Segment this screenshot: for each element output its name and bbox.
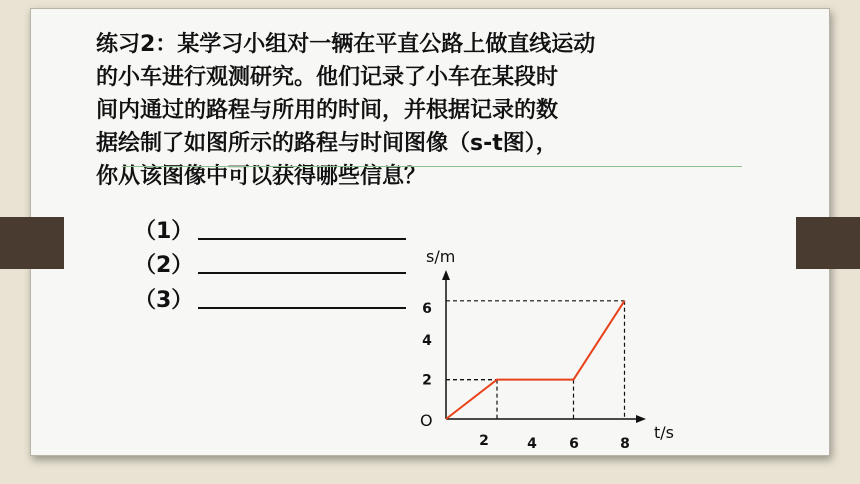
- x-tick-label: 8: [620, 436, 630, 452]
- origin-label: O: [420, 411, 433, 430]
- answer-number: （2）: [134, 253, 194, 278]
- y-axis-label: s/m: [426, 247, 456, 266]
- y-axis-arrow: [442, 270, 450, 280]
- answer-number: （1）: [134, 219, 194, 244]
- y-tick-label: 4: [422, 333, 432, 350]
- x-tick-label: 2: [479, 433, 489, 449]
- exercise-line: 间内通过的路程与所用的时间，并根据记录的数: [96, 98, 559, 123]
- exercise-line: 练习2：某学习小组对一辆在平直公路上做直线运动: [96, 32, 596, 57]
- distance-time-line: [446, 301, 625, 419]
- x-axis-arrow: [636, 415, 646, 423]
- x-axis-label: t/s: [654, 423, 674, 442]
- answer-number: （3）: [134, 288, 194, 313]
- y-tick-label: 6: [422, 301, 432, 317]
- x-tick-label: 6: [569, 436, 579, 452]
- y-tick-label: 2: [422, 372, 432, 389]
- exercise-line: 的小车进行观测研究。他们记录了小车在某段时: [96, 65, 559, 90]
- exercise-line: 据绘制了如图所示的路程与时间图像（s-t图），: [96, 131, 558, 156]
- x-tick-label: 4: [527, 436, 537, 452]
- exercise-line: 你从该图像中可以获得哪些信息？: [96, 164, 427, 189]
